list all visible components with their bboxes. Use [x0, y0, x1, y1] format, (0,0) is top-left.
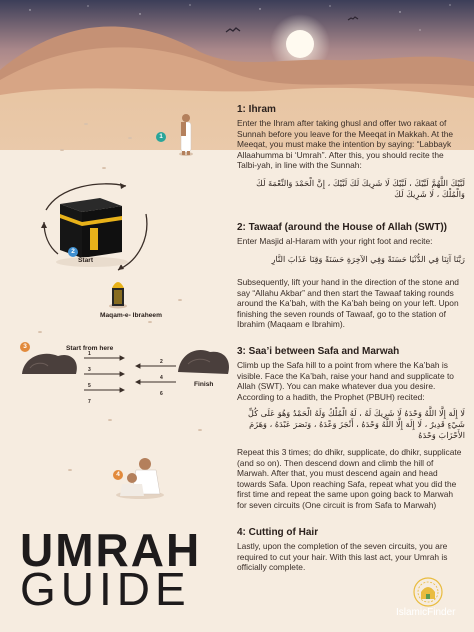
- step-2-body-2: Subsequently, lift your hand in the direction of the stone and say “Allahu Akbar” and then start the Tawaaf taking rounds around the Ka’bah, with the Ka’bah being on your left. Upon finishing the seven rounds of Tawaaf, go to the station of Ibrahim (Maqaam e Ibrahim).: [237, 277, 459, 330]
- step-1-body: Enter the Ihram after taking ghusl and offer two rakaat of Sunnah before you leave for the Meeqat in Makkah. At the Meeqat, you must make the intention by saying: “Labbayk Allaahumma bi ‘Umrah”. After this, you should recite the Talbi-yah, in line with the Sunnah:: [237, 118, 454, 171]
- maqam-label: Maqam-e- Ibraheem: [100, 312, 162, 319]
- step-3-badge: 3: [20, 342, 30, 352]
- step-1-badge: 1: [156, 132, 166, 142]
- step-3-heading: 3: Saa’i between Safa and Marwah: [237, 346, 400, 357]
- path-number: 4: [160, 375, 163, 381]
- finish-label: Finish: [194, 381, 214, 388]
- step-3-arabic: لَا إِلَهَ إِلَّا اللَّهُ وَحْدَهُ لَا شَرِيكَ لَهُ ، لَهُ الْمُلْكُ وَلَهُ الْحَمْدُ وَهُوَ عَلَى كُلِّ شَيْءٍ قَدِيرٌ ، لَا إِلَهَ إِلَّا اللَّهُ وَحْدَهُ ، أَنْجَزَ وَعْدَهُ ، وَنَصَرَ عَبْدَهُ ، وَهَزَمَ الأَحْزَابَ وَحْدَهُ: [248, 408, 465, 440]
- title-guide: GUIDE: [20, 563, 191, 615]
- step-3-body: Climb up the Safa hill to a point from where the Ka’bah is visible. Face the Ka’bah, raise your hand and supplicate to Allah (SWT). You can make whatever dua you desire. According to a hadith, the Prophet (PBUH) recited:: [237, 360, 454, 402]
- path-number: 6: [160, 391, 163, 397]
- path-number: 3: [88, 367, 91, 373]
- step-2-badge: 2: [68, 247, 78, 257]
- start-label: Start: [78, 257, 94, 264]
- title-umrah: UMRAH: [20, 524, 202, 576]
- start-from-here-label: Start from here: [66, 345, 114, 352]
- step-2-body: Enter Masjid al-Haram with your right foot and recite:: [237, 236, 433, 246]
- step-4-body: Lastly, upon the completion of the seven circuits, you are required to cut your hair. With this last act, your Umrah is officially complete.: [237, 541, 448, 573]
- step-3-body-2: Repeat this 3 times; do dhikr, supplicate, do dhikr, supplicate (and so on). Then descend down and climb the hill of Marwah. After that, you must descend again and head towards Safa. Upon reaching Safa, repeat what you did the first time and repeat the same upon going back to Marwah for seven circuits (One circuit is from Safa to Marwah): [237, 447, 462, 510]
- path-number: 2: [160, 359, 163, 365]
- brand-name: IslamicFinder: [396, 607, 456, 618]
- step-4-heading: 4: Cutting of Hair: [237, 527, 319, 538]
- step-2-arabic: رَبَّنَا آتِنَا فِي الدُّنْيَا حَسَنَةً وَفِي الآخِرَةِ حَسَنَةً وَقِنَا عَذَابَ النَّارِ: [271, 254, 465, 264]
- step-4-badge: 4: [113, 470, 123, 480]
- path-number: 7: [88, 399, 91, 405]
- path-number: 1: [88, 351, 91, 357]
- step-1-heading: 1: Ihram: [237, 104, 276, 115]
- sun: [286, 30, 314, 58]
- path-number: 5: [88, 383, 91, 389]
- step-1-arabic: لَبَّيْكَ اللَّهُمَّ لَبَّيْكَ ، لَبَّيْكَ لَا شَرِيكَ لَكَ لَبَّيْكَ ، إِنَّ الْحَمْدَ وَالنِّعْمَةَ لَكَ وَالْمُلْكَ ، لَا شَرِيكَ لَكَ: [256, 178, 465, 199]
- step-2-heading: 2: Tawaaf (around the House of Allah (SWT)): [237, 222, 447, 233]
